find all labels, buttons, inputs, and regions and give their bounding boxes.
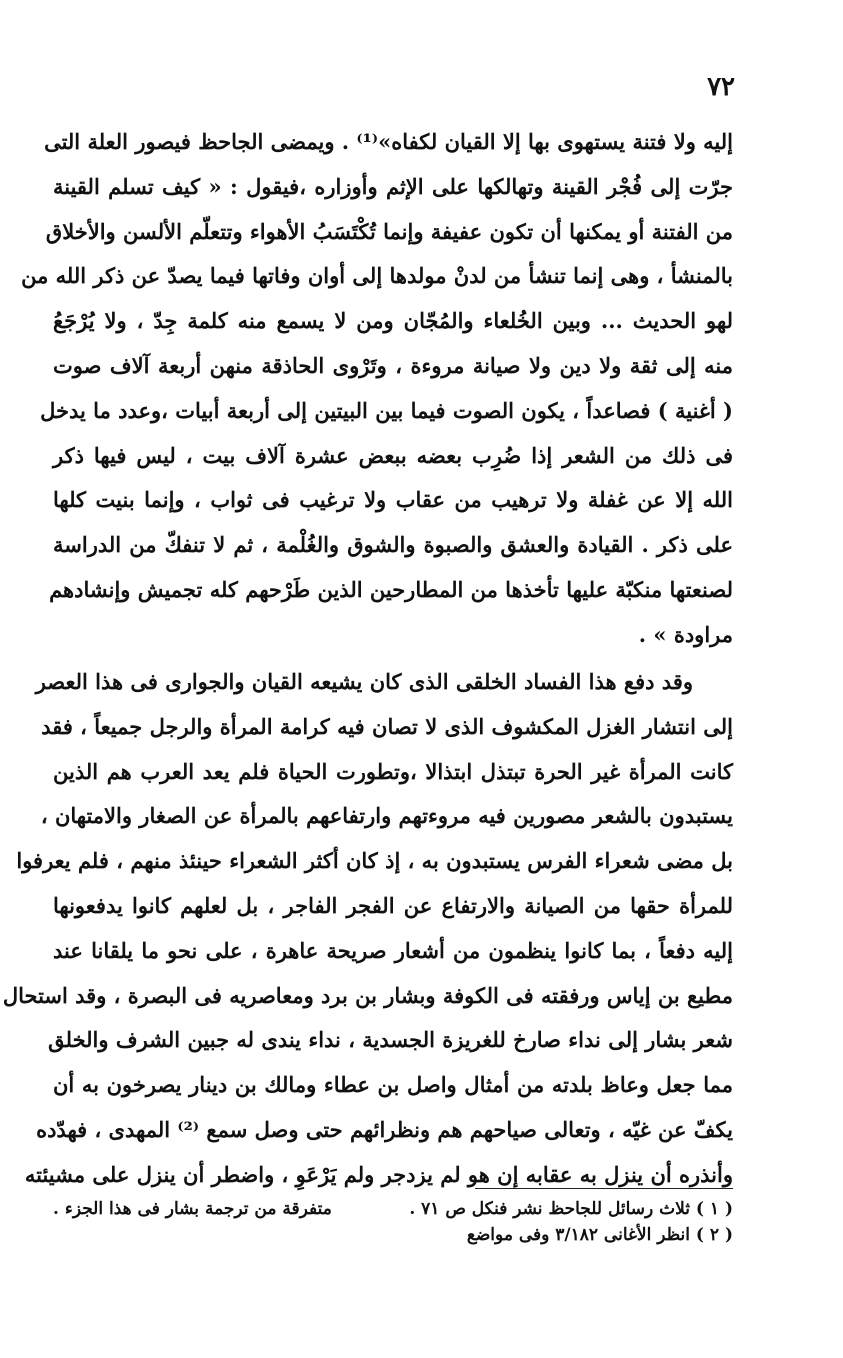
text-line: فى ذلك من الشعر إذا ضُرِب بعضه ببعض عشرة آلاف بيت ، ليس فيها ذكر (53, 442, 733, 468)
text-line: إليه ولا فتنة يستهوى بها إلا القيان لكفاه»⁽¹⁾ . ويمضى الجاحظ فيصور العلة التى (44, 129, 733, 154)
text-line: مراودة » . (638, 621, 733, 647)
text-line: وقد دفع هذا الفساد الخلقى الذى كان يشيعه القيان والجوارى فى هذا العصر (35, 669, 693, 694)
footnotes (53, 1196, 733, 1248)
text-line: لهو الحديث ... وبين الخُلعاء والمُجّان ومن لا يسمع منه كلمة جِدّ ، ولا يُرْجَعُ (53, 308, 733, 334)
text-line: منه إلى ثقة ولا دين ولا صيانة مروءة ، وتَرْوى الحاذقة منهن أربعة آلاف صوت (53, 352, 733, 378)
text-line: كانت المرأة غير الحرة تبتذل ابتذالا ،وتطورت الحياة فلم يعد العرب هم الذين (53, 758, 733, 784)
text-line: بالمنشأ ، وهى إنما تنشأ من لدنْ مولدها إلى أوان وفاتها فيما يصدّ عن ذكر الله من (21, 263, 733, 289)
text-line: الله إلا عن غفلة ولا ترهيب من عقاب ولا ترغيب فى ثواب ، وإنما بنيت كلها (53, 487, 733, 513)
text-line: إليه دفعاً ، بما كانوا ينظمون من أشعار صريحة عاهرة ، على نحو ما يلقانا عند (53, 937, 733, 963)
footnote-row (53, 1196, 733, 1222)
text-line: للمرأة حقها من الصيانة والارتفاع عن الفجر الفاجر ، بل لعلهم كانوا يدفعونها (53, 892, 733, 918)
text-line: شعر بشار إلى نداء صارخ للغريزة الجسدية ، نداء يندى له جبين الشرف والخلق (48, 1027, 733, 1053)
footnote-row (53, 1222, 733, 1248)
text-line: وأنذره أن ينزل به عقابه إن هو لم يزدجر ولم يَرْعَوِ ، واضطر أن ينزل على مشيئته (24, 1161, 733, 1187)
paragraph-2 (2, 660, 733, 1198)
text-line: بل مضى شعراء الفرس يستبدون به ، إذ كان أكثر الشعراء حينئذ منهم ، فلم يعرفوا (16, 848, 733, 874)
text-line: إلى انتشار الغزل المكشوف الذى لا تصان فيه كرامة المرأة والرجل جميعاً ، فقد (41, 713, 733, 739)
text-line: يكفّ عن غيّه ، وتعالى صياحهم هم ونظرائهم حتى وصل سمع ⁽²⁾ المهدى ، فهدّده (36, 1116, 733, 1142)
text-line: يستبدون بالشعر مصورين فيه مروءتهم وارتفاعهم بالمرأة عن الصغار والامتهان ، (40, 803, 733, 829)
text-line: ( أغنية ) فصاعداً ، يكون الصوت فيما بين البيتين إلى أربعة أبيات ،وعدد ما يدخل (40, 397, 733, 423)
page-number: ٧٢ (707, 72, 735, 102)
text-line: لصنعتها منكبّة عليها تأخذها من المطارحين الذين طَرْحهم كله تجميش وإنشادهم (49, 576, 733, 602)
footnote-continuation: متفرقة من ترجمة بشار فى هذا الجزء . (53, 1199, 332, 1219)
footnote-separator (475, 1188, 733, 1189)
footnote-1: ( ١ ) ثلاث رسائل للجاحظ نشر فنكل ص ٧١ . (409, 1199, 733, 1219)
text-line: مطيع بن إياس ورفقته فى الكوفة وبشار بن برد ومعاصريه فى البصرة ، وقد استحال (2, 982, 733, 1008)
text-line: على ذكر . القيادة والعشق والصبوة والشوق والغُلْمة ، ثم لا تنفكّ من الدراسة (53, 532, 733, 558)
text-line: جرّت إلى فُجْر القينة وتهالكها على الإثم وأوزاره ،فيقول : « كيف تسلم القينة (53, 173, 733, 199)
text-line: مما جعل وعاظ بلدته من أمثال واصل بن عطاء ومالك بن دينار يصرخون به أن (53, 1072, 733, 1098)
paragraph-1 (21, 120, 733, 658)
text-line: من الفتنة أو يمكنها أن تكون عفيفة وإنما تُكْتَسَبُ الأهواء وتتعلّم الألسن والأخلاق (45, 218, 733, 244)
footnote-2: ( ٢ ) انظر الأغانى ٣/١٨٢ وفى مواضع (466, 1225, 733, 1245)
